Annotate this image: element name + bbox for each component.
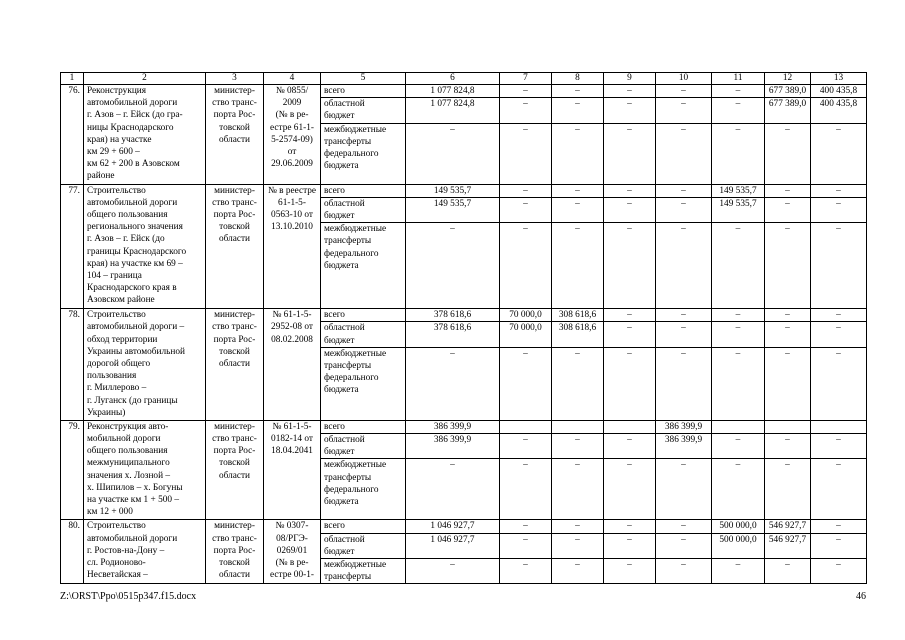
amount-cell: – xyxy=(811,459,867,520)
funding-source xyxy=(321,520,406,533)
cell-line: 29.06.2009 xyxy=(271,159,313,170)
cell-line: всего xyxy=(324,521,345,532)
amount-cell: – xyxy=(712,309,765,322)
cell-line: км 62 + 200 в Азовском xyxy=(87,159,180,170)
column-number: 7 xyxy=(500,73,552,85)
table-row xyxy=(61,520,867,533)
cell-line: трансферты xyxy=(324,361,372,372)
amount-cell: 500 000,0 xyxy=(712,533,765,558)
amount-cell: – xyxy=(604,197,656,222)
column-number: 10 xyxy=(656,73,712,85)
amount-cell: 70 000,0 xyxy=(500,309,552,322)
amount-cell: – xyxy=(765,559,811,584)
cell-line: (№ в ре- xyxy=(275,110,309,121)
agency xyxy=(206,85,264,185)
cell-line: межбюджетные xyxy=(324,124,387,135)
amount-cell: 378 618,6 xyxy=(406,322,500,347)
amount-cell xyxy=(604,420,656,433)
cell-line: федерального xyxy=(324,373,379,384)
document-reference xyxy=(264,184,321,309)
cell-line: Краснодарского края в xyxy=(87,283,177,294)
cell-line: автомобильной дороги xyxy=(87,197,178,208)
table-body xyxy=(61,73,867,584)
agency xyxy=(206,184,264,309)
column-number: 3 xyxy=(206,73,264,85)
cell-line: бюджет xyxy=(324,111,355,122)
table-row xyxy=(61,85,867,98)
cell-line: всего xyxy=(324,310,345,321)
cell-line: г. Луганск (до границы xyxy=(87,395,178,406)
amount-cell: – xyxy=(712,459,765,520)
document-reference xyxy=(264,85,321,185)
cell-line: г. Ростов-на-Дону – xyxy=(87,545,165,556)
amount-cell: – xyxy=(604,533,656,558)
amount-cell: – xyxy=(604,559,656,584)
amount-cell: – xyxy=(656,347,712,420)
amount-cell: – xyxy=(500,223,552,309)
cell-line: г. Азов – г. Ейск (до гра- xyxy=(87,110,183,121)
amount-cell: – xyxy=(552,533,604,558)
cell-line: области xyxy=(218,134,251,145)
amount-cell xyxy=(765,420,811,433)
row-number: 76. xyxy=(61,85,84,185)
cell-line: ство транс- xyxy=(212,533,257,544)
amount-cell: 70 000,0 xyxy=(500,322,552,347)
amount-cell: – xyxy=(765,434,811,459)
amount-cell: – xyxy=(500,559,552,584)
amount-cell: – xyxy=(552,85,604,98)
amount-cell: – xyxy=(604,223,656,309)
cell-line: Строительство xyxy=(87,310,146,321)
amount-cell: – xyxy=(604,98,656,123)
cell-line: бюджет xyxy=(324,335,355,346)
cell-line: бюджета xyxy=(324,260,359,271)
cell-line: товской xyxy=(219,558,250,569)
amount-cell: 677 389,0 xyxy=(765,98,811,123)
amount-cell: – xyxy=(552,184,604,197)
amount-cell: 677 389,0 xyxy=(765,85,811,98)
cell-line: х. Шипилов – х. Богуны xyxy=(87,482,183,493)
column-number: 11 xyxy=(712,73,765,85)
cell-line: 0563-10 от xyxy=(271,210,313,221)
cell-line: № 0307- xyxy=(275,521,309,532)
amount-cell: – xyxy=(811,559,867,584)
amount-cell: – xyxy=(552,434,604,459)
amount-cell: 1 077 824,8 xyxy=(406,85,500,98)
amount-cell: – xyxy=(765,184,811,197)
amount-cell: – xyxy=(552,347,604,420)
amount-cell: 1 046 927,7 xyxy=(406,520,500,533)
column-number: 12 xyxy=(765,73,811,85)
cell-line: (№ в ре- xyxy=(275,558,309,569)
cell-line: г. Миллерово – xyxy=(87,383,147,394)
amount-cell: 400 435,8 xyxy=(811,85,867,98)
amount-cell: – xyxy=(604,309,656,322)
cell-line: 61-1-5- xyxy=(278,197,306,208)
funding-source xyxy=(321,420,406,433)
amount-cell: – xyxy=(811,347,867,420)
page-number: 46 xyxy=(856,591,866,602)
amount-cell: – xyxy=(406,459,500,520)
funding-source xyxy=(321,459,406,520)
cell-line: бюджет xyxy=(324,211,355,222)
amount-cell: – xyxy=(604,520,656,533)
cell-line: всего xyxy=(324,86,345,96)
column-number-row xyxy=(61,73,867,85)
agency xyxy=(206,420,264,520)
cell-line: областной xyxy=(324,534,365,545)
cell-line: общего пользования xyxy=(87,446,168,457)
amount-cell: – xyxy=(712,434,765,459)
amount-cell: – xyxy=(604,322,656,347)
cell-line: товской xyxy=(219,346,250,357)
amount-cell: – xyxy=(765,309,811,322)
file-path: Z:\ORST\Ppo\0515p347.f15.docx xyxy=(60,591,197,602)
amount-cell: – xyxy=(656,533,712,558)
cell-line: межбюджетные xyxy=(324,560,387,571)
amount-cell: – xyxy=(604,347,656,420)
amount-cell: – xyxy=(765,459,811,520)
amount-cell: 386 399,9 xyxy=(656,420,712,433)
amount-cell: – xyxy=(656,85,712,98)
cell-line: № 61-1-5- xyxy=(272,421,312,432)
cell-line: регионального значения xyxy=(87,222,183,233)
amount-cell: – xyxy=(552,123,604,184)
amount-cell: – xyxy=(406,559,500,584)
table-row xyxy=(61,184,867,197)
cell-line: всего xyxy=(324,185,345,196)
amount-cell: – xyxy=(656,559,712,584)
amount-cell: – xyxy=(406,223,500,309)
column-number: 5 xyxy=(321,73,406,85)
amount-cell: 308 618,6 xyxy=(552,322,604,347)
column-number: 9 xyxy=(604,73,656,85)
cell-line: 18.04.2041 xyxy=(271,446,313,457)
funding-source xyxy=(321,184,406,197)
cell-line: Строительство xyxy=(87,521,146,532)
project-name xyxy=(84,85,206,185)
cell-line: 13.10.2010 xyxy=(271,222,313,233)
cell-line: Реконструкция xyxy=(87,86,147,96)
document-reference xyxy=(264,520,321,584)
amount-cell xyxy=(552,420,604,433)
funding-source xyxy=(321,533,406,558)
amount-cell: – xyxy=(552,98,604,123)
cell-line: естре 00-1- xyxy=(270,570,314,581)
amount-cell: – xyxy=(656,322,712,347)
amount-cell: 386 399,9 xyxy=(406,420,500,433)
cell-line: всего xyxy=(324,421,345,432)
amount-cell: – xyxy=(811,123,867,184)
project-name xyxy=(84,184,206,309)
project-name xyxy=(84,309,206,421)
amount-cell: – xyxy=(656,197,712,222)
cell-line: 08.02.2008 xyxy=(271,334,313,345)
amount-cell: – xyxy=(656,98,712,123)
amount-cell: – xyxy=(811,197,867,222)
amount-cell xyxy=(811,420,867,433)
amount-cell: – xyxy=(656,309,712,322)
cell-line: Азовском районе xyxy=(87,295,155,306)
cell-line: порта Рос- xyxy=(213,545,256,556)
amount-cell: – xyxy=(712,98,765,123)
amount-cell: – xyxy=(656,184,712,197)
cell-line: области xyxy=(218,359,251,370)
row-number: 80. xyxy=(61,520,84,584)
cell-line: г. Азов – г. Ейск (до xyxy=(87,234,165,245)
amount-cell: – xyxy=(712,322,765,347)
cell-line: бюджет xyxy=(324,447,355,458)
amount-cell: – xyxy=(811,434,867,459)
cell-line: товской xyxy=(219,458,250,469)
row-number: 79. xyxy=(61,420,84,520)
cell-line: порта Рос- xyxy=(213,334,256,345)
cell-line: областной xyxy=(324,323,365,334)
amount-cell: – xyxy=(500,347,552,420)
cell-line: областной xyxy=(324,435,365,446)
column-number: 4 xyxy=(264,73,321,85)
amount-cell: – xyxy=(712,347,765,420)
amount-cell: – xyxy=(765,347,811,420)
amount-cell: – xyxy=(552,459,604,520)
cell-line: Реконструкция авто- xyxy=(87,421,169,432)
cell-line: областной xyxy=(324,198,365,209)
amount-cell: – xyxy=(765,223,811,309)
cell-line: бюджета xyxy=(324,161,359,172)
cell-line: порта Рос- xyxy=(213,110,256,121)
budget-table xyxy=(60,72,867,584)
amount-cell: 149 535,7 xyxy=(712,197,765,222)
funding-source xyxy=(321,197,406,222)
cell-line: сл. Родионово- xyxy=(87,558,146,569)
amount-cell: 386 399,9 xyxy=(406,434,500,459)
cell-line: министер- xyxy=(214,421,255,432)
amount-cell: – xyxy=(811,322,867,347)
cell-line: министер- xyxy=(214,86,255,96)
cell-line: № 0855/ xyxy=(275,86,309,96)
cell-line: дорогой общего xyxy=(87,359,151,370)
cell-line: Украины автомобильной xyxy=(87,346,185,357)
funding-source xyxy=(321,322,406,347)
amount-cell: 149 535,7 xyxy=(406,197,500,222)
amount-cell: – xyxy=(712,223,765,309)
cell-line: федерального xyxy=(324,248,379,259)
amount-cell: – xyxy=(656,123,712,184)
cell-line: ство транс- xyxy=(212,197,257,208)
cell-line: Несветайская – xyxy=(87,570,148,581)
funding-source xyxy=(321,85,406,98)
amount-cell: – xyxy=(811,520,867,533)
cell-line: трансферты xyxy=(324,472,372,483)
agency xyxy=(206,520,264,584)
cell-line: порта Рос- xyxy=(213,446,256,457)
cell-line: межбюджетные xyxy=(324,460,387,471)
amount-cell: 308 618,6 xyxy=(552,309,604,322)
cell-line: автомобильной дороги xyxy=(87,98,178,109)
project-name xyxy=(84,520,206,584)
cell-line: Строительство xyxy=(87,185,146,196)
cell-line: товской xyxy=(219,222,250,233)
amount-cell: 386 399,9 xyxy=(656,434,712,459)
cell-line: ство транс- xyxy=(212,434,257,445)
table-row xyxy=(61,420,867,433)
column-number: 6 xyxy=(406,73,500,85)
cell-line: трансферты xyxy=(324,572,372,583)
cell-line: обход территории xyxy=(87,334,158,345)
amount-cell: 378 618,6 xyxy=(406,309,500,322)
amount-cell xyxy=(500,420,552,433)
amount-cell: – xyxy=(604,123,656,184)
cell-line: 104 – граница xyxy=(87,271,142,282)
table-row xyxy=(61,309,867,322)
row-number: 78. xyxy=(61,309,84,421)
column-number: 8 xyxy=(552,73,604,85)
amount-cell: – xyxy=(656,223,712,309)
funding-source xyxy=(321,98,406,123)
cell-line: Украины) xyxy=(87,407,126,418)
cell-line: области xyxy=(218,234,251,245)
cell-line: края) на участке км 69 – xyxy=(87,258,183,269)
cell-line: министер- xyxy=(214,185,255,196)
cell-line: ницы Краснодарского xyxy=(87,122,174,133)
funding-source xyxy=(321,223,406,309)
cell-line: межбюджетные xyxy=(324,224,387,235)
amount-cell: – xyxy=(604,85,656,98)
cell-line: трансферты xyxy=(324,136,372,147)
cell-line: № 61-1-5- xyxy=(272,310,312,321)
cell-line: ство транс- xyxy=(212,322,257,333)
amount-cell: – xyxy=(500,98,552,123)
cell-line: порта Рос- xyxy=(213,210,256,221)
cell-line: межмуниципального xyxy=(87,458,170,469)
cell-line: 08/РГЭ- xyxy=(276,533,308,544)
amount-cell: – xyxy=(765,197,811,222)
funding-source xyxy=(321,347,406,420)
funding-source xyxy=(321,434,406,459)
cell-line: границы Краснодарского xyxy=(87,246,187,257)
amount-cell: – xyxy=(500,85,552,98)
cell-line: естре 61-1- xyxy=(270,122,314,133)
amount-cell: – xyxy=(712,123,765,184)
cell-line: км 29 + 600 – xyxy=(87,147,140,158)
cell-line: 2009 xyxy=(282,98,302,109)
funding-source xyxy=(321,123,406,184)
cell-line: бюджета xyxy=(324,385,359,396)
agency xyxy=(206,309,264,421)
amount-cell: 149 535,7 xyxy=(406,184,500,197)
amount-cell: – xyxy=(552,197,604,222)
project-name xyxy=(84,420,206,520)
amount-cell: – xyxy=(656,459,712,520)
row-number: 77. xyxy=(61,184,84,309)
amount-cell: – xyxy=(604,459,656,520)
amount-cell: – xyxy=(500,184,552,197)
cell-line: федерального xyxy=(324,484,379,495)
cell-line: 5-2574-09) xyxy=(271,134,313,145)
amount-cell: 1 077 824,8 xyxy=(406,98,500,123)
document-reference xyxy=(264,420,321,520)
amount-cell: – xyxy=(604,434,656,459)
funding-source xyxy=(321,309,406,322)
cell-line: области xyxy=(218,470,251,481)
amount-cell: – xyxy=(500,520,552,533)
cell-line: области xyxy=(218,570,251,581)
cell-line: км 12 + 000 xyxy=(87,507,133,518)
amount-cell: – xyxy=(406,123,500,184)
column-number: 13 xyxy=(811,73,867,85)
amount-cell: – xyxy=(712,559,765,584)
cell-line: областной xyxy=(324,99,365,110)
cell-line: края) на участке xyxy=(87,134,152,145)
amount-cell: – xyxy=(500,459,552,520)
cell-line: федерального xyxy=(324,149,379,160)
amount-cell: – xyxy=(500,197,552,222)
cell-line: ство транс- xyxy=(212,98,257,109)
cell-line: общего пользования xyxy=(87,210,168,221)
cell-line: значения х. Лозной – xyxy=(87,470,171,481)
amount-cell: – xyxy=(765,322,811,347)
cell-line: министер- xyxy=(214,521,255,532)
cell-line: пользования xyxy=(87,371,137,382)
amount-cell: – xyxy=(604,184,656,197)
amount-cell: 500 000,0 xyxy=(712,520,765,533)
funding-source xyxy=(321,559,406,584)
cell-line: на участке км 1 + 500 – xyxy=(87,495,179,506)
amount-cell: – xyxy=(500,123,552,184)
cell-line: районе xyxy=(87,171,115,182)
amount-cell: – xyxy=(500,434,552,459)
cell-line: 2952-08 от xyxy=(271,322,313,333)
cell-line: бюджет xyxy=(324,546,355,557)
cell-line: автомобильной дороги xyxy=(87,533,178,544)
amount-cell: – xyxy=(406,347,500,420)
amount-cell: 546 927,7 xyxy=(765,520,811,533)
amount-cell: – xyxy=(552,520,604,533)
amount-cell: – xyxy=(811,533,867,558)
cell-line: № в реестре xyxy=(267,185,317,196)
amount-cell: – xyxy=(765,123,811,184)
cell-line: бюджета xyxy=(324,497,359,508)
amount-cell: 1 046 927,7 xyxy=(406,533,500,558)
amount-cell: – xyxy=(811,309,867,322)
amount-cell: 149 535,7 xyxy=(712,184,765,197)
cell-line: от xyxy=(287,147,297,158)
cell-line: товской xyxy=(219,122,250,133)
cell-line: 0269/01 xyxy=(276,545,308,556)
cell-line: трансферты xyxy=(324,236,372,247)
amount-cell: 400 435,8 xyxy=(811,98,867,123)
amount-cell: – xyxy=(500,533,552,558)
column-number: 2 xyxy=(84,73,206,85)
document-reference xyxy=(264,309,321,421)
cell-line: министер- xyxy=(214,310,255,321)
cell-line: 0182-14 от xyxy=(271,434,313,445)
amount-cell: – xyxy=(811,184,867,197)
cell-line: автомобильной дороги – xyxy=(87,322,185,333)
amount-cell: – xyxy=(552,559,604,584)
amount-cell: – xyxy=(811,223,867,309)
amount-cell xyxy=(712,420,765,433)
column-number: 1 xyxy=(61,73,84,85)
cell-line: мобильной дороги xyxy=(87,434,161,445)
cell-line: межбюджетные xyxy=(324,348,387,359)
amount-cell: – xyxy=(552,223,604,309)
amount-cell: – xyxy=(656,520,712,533)
amount-cell: – xyxy=(712,85,765,98)
amount-cell: 546 927,7 xyxy=(765,533,811,558)
